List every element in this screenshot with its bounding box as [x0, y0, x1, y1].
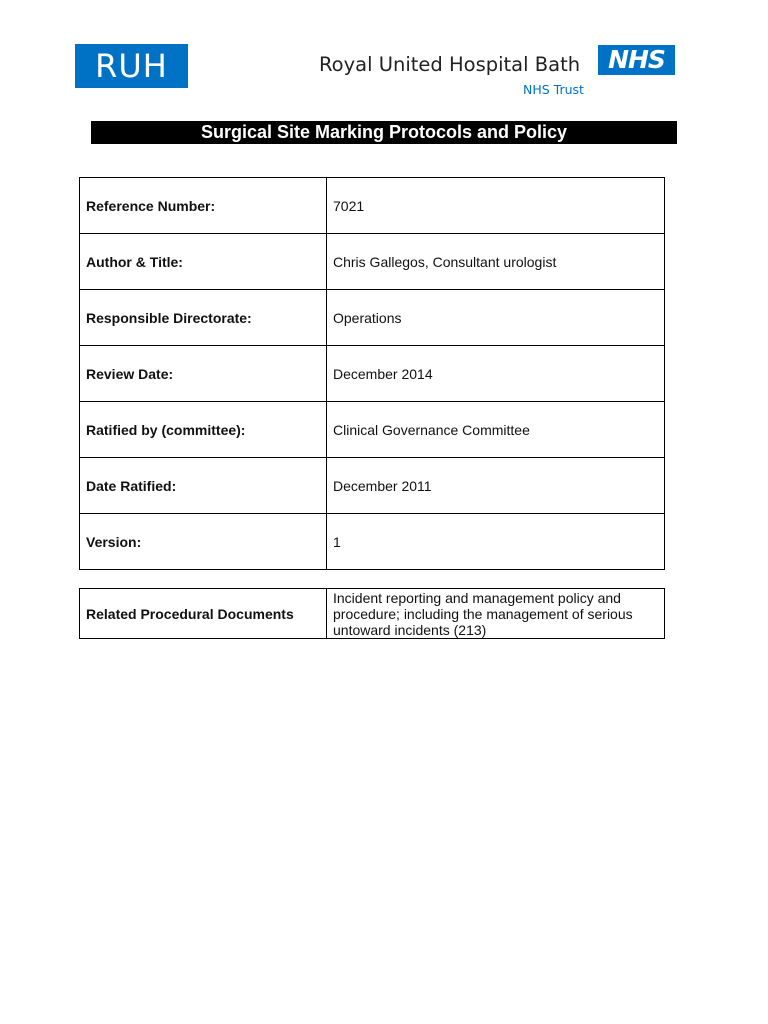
version-label: Version: [80, 514, 327, 570]
related-documents-label: Related Procedural Documents [80, 589, 327, 639]
table-row [80, 514, 665, 570]
table-row [80, 290, 665, 346]
table-row [80, 589, 665, 639]
table-row [80, 346, 665, 402]
reference-number-value: 7021 [327, 178, 665, 234]
document-title: Surgical Site Marking Protocols and Policy [91, 121, 677, 144]
ratified-by-value: Clinical Governance Committee [327, 402, 665, 458]
review-date-value: December 2014 [327, 346, 665, 402]
version-value: 1 [327, 514, 665, 570]
responsible-directorate-value: Operations [327, 290, 665, 346]
ratified-by-label: Ratified by (committee): [80, 402, 327, 458]
reference-number-label: Reference Number: [80, 178, 327, 234]
document-details-table [79, 177, 665, 570]
date-ratified-label: Date Ratified: [80, 458, 327, 514]
trust-name: NHS Trust [523, 82, 584, 97]
review-date-label: Review Date: [80, 346, 327, 402]
table-row [80, 234, 665, 290]
table-row [80, 178, 665, 234]
nhs-logo: NHS [598, 45, 675, 75]
related-documents-table [79, 588, 665, 639]
author-title-label: Author & Title: [80, 234, 327, 290]
table-row [80, 458, 665, 514]
date-ratified-value: December 2011 [327, 458, 665, 514]
related-documents-value: Incident reporting and management policy and procedure; including the management of serious untoward incidents (213) [327, 589, 665, 639]
responsible-directorate-label: Responsible Directorate: [80, 290, 327, 346]
hospital-name: Royal United Hospital Bath [319, 53, 581, 76]
author-title-value: Chris Gallegos, Consultant urologist [327, 234, 665, 290]
ruh-logo: RUH [75, 44, 188, 88]
table-row [80, 402, 665, 458]
